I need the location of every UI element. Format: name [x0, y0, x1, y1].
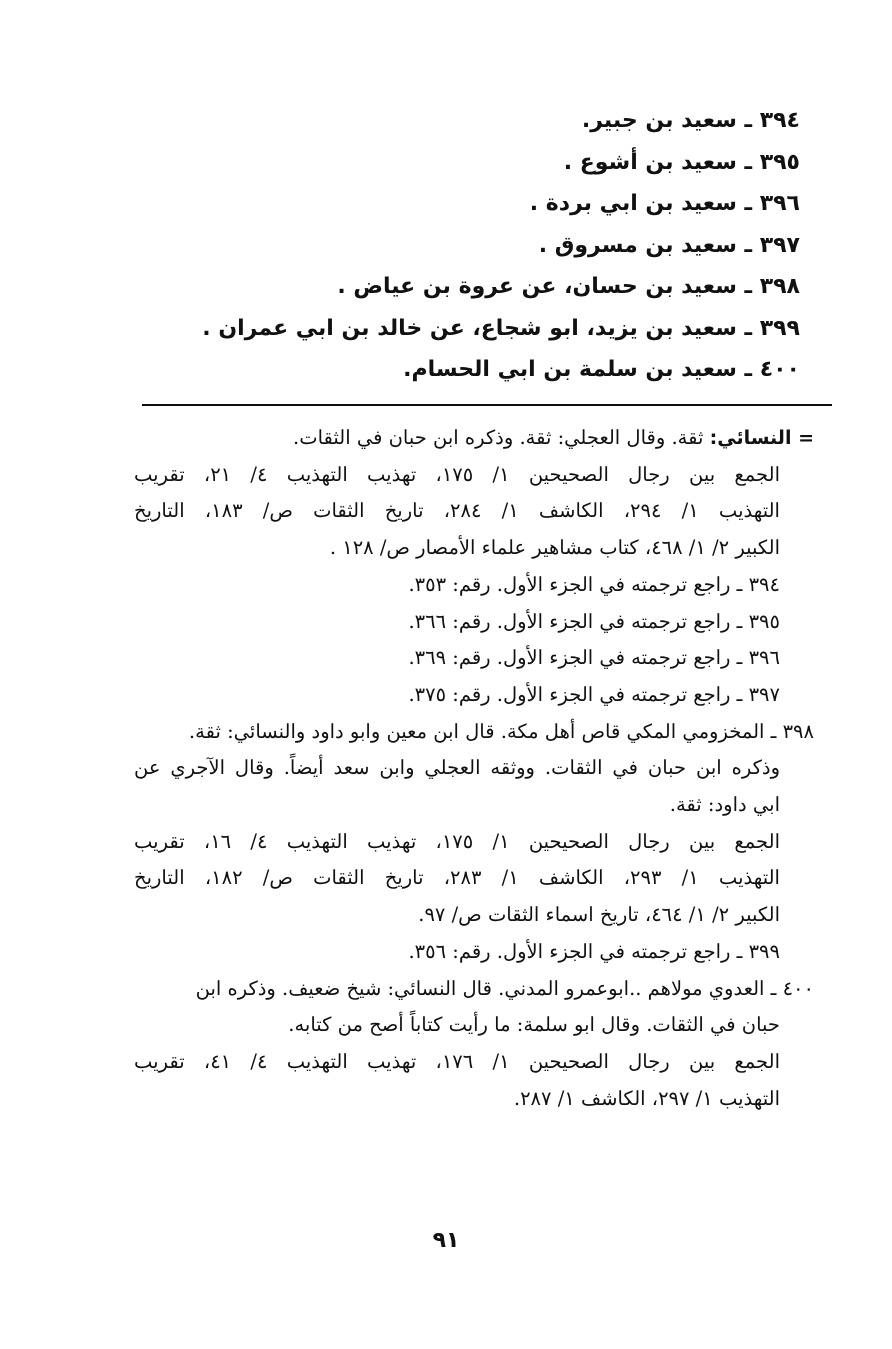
- footnotes: [134, 420, 814, 1117]
- entry-398: ٣٩٨ ـ سعيد بن حسان، عن عروة بن عياض .: [337, 274, 800, 299]
- footnote-396: [134, 640, 814, 677]
- footnote-394-text: ٣٩٤ ـ راجع ترجمته في الجزء الأول. رقم: ٣٥٣.: [408, 572, 780, 596]
- footnote-393-continued: [134, 420, 814, 457]
- footnote-393-line-2: الجمع بين رجال الصحيحين ١/ ١٧٥، تهذيب التهذيب ٤/ ٢١، تقريب: [134, 462, 780, 486]
- footnote-397: [134, 677, 814, 714]
- footnote-396-text: ٣٩٦ ـ راجع ترجمته في الجزء الأول. رقم: ٣٦٩.: [408, 646, 780, 670]
- entry-list: [140, 100, 800, 391]
- entry-394: ٣٩٤ ـ سعيد بن جبير.: [581, 108, 800, 133]
- entry-397: ٣٩٧ ـ سعيد بن مسروق .: [538, 232, 800, 258]
- footnote-divider: [142, 404, 832, 406]
- footnote-394: [134, 567, 814, 604]
- footnote-395: [134, 604, 814, 641]
- footnote-397-text: ٣٩٧ ـ راجع ترجمته في الجزء الأول. رقم: ٣٧٥.: [408, 682, 780, 706]
- footnote-398-line-6: الكبير ٢/ ١/ ٤٦٤، تاريخ اسماء الثقات ص/ ٩٧.: [418, 903, 780, 927]
- footnote-400-body: [134, 1007, 814, 1117]
- footnote-399: [134, 934, 814, 971]
- footnote-400-line-4: التهذيب ١/ ٢٩٧، الكاشف ١/ ٢٨٧.: [513, 1086, 780, 1110]
- footnote-400-line-2: حبان في الثقات. وقال ابو سلمة: ما رأيت كتاباً أصح من كتابه.: [288, 1013, 780, 1037]
- footnote-393-refs: [134, 457, 814, 567]
- footnote-399-text: ٣٩٩ ـ راجع ترجمته في الجزء الأول. رقم: ٣٥٦.: [408, 939, 780, 963]
- footnote-393-lead: = النسائي:: [709, 427, 814, 449]
- entry-399: ٣٩٩ ـ سعيد بن يزيد، ابو شجاع، عن خالد بن ابي عمران .: [202, 315, 800, 341]
- footnote-398-line-3: ابي داود: ثقة.: [669, 793, 780, 817]
- footnote-393-line-3: التهذيب ١/ ٢٩٤، الكاشف ١/ ٢٨٤، تاريخ الثقات ص/ ١٨٣، التاريخ: [134, 499, 780, 523]
- footnote-400: [134, 971, 814, 1008]
- footnote-398-first: ٣٩٨ ـ المخزومي المكي قاص أهل مكة. قال ابن معين وابو داود والنسائي: ثقة.: [188, 719, 814, 743]
- footnote-395-text: ٣٩٥ ـ راجع ترجمته في الجزء الأول. رقم: ٣٦٦.: [408, 609, 780, 633]
- footnote-398-line-4: الجمع بين رجال الصحيحين ١/ ١٧٥، تهذيب التهذيب ٤/ ١٦، تقريب: [134, 829, 780, 853]
- footnote-398: [134, 714, 814, 751]
- footnote-400-line-3: الجمع بين رجال الصحيحين ١/ ١٧٦، تهذيب التهذيب ٤/ ٤١، تقريب: [134, 1049, 780, 1073]
- footnote-398-line-5: التهذيب ١/ ٢٩٣، الكاشف ١/ ٢٨٣، تاريخ الثقات ص/ ١٨٢، التاريخ: [134, 866, 780, 890]
- entry-395: ٣٩٥ ـ سعيد بن أشوع .: [563, 149, 800, 175]
- footnote-393-line-4: الكبير ٢/ ١/ ٤٦٨، كتاب مشاهير علماء الأمصار ص/ ١٢٨ .: [329, 536, 780, 560]
- entry-396: ٣٩٦ ـ سعيد بن ابي بردة .: [529, 191, 800, 216]
- footnote-398-body: [134, 750, 814, 934]
- footnote-398-line-2: وذكره ابن حبان في الثقات. ووثقه العجلي وابن سعد أيضاً. وقال الآجري عن: [134, 756, 780, 780]
- page-number: ٩١: [432, 1228, 460, 1253]
- footnote-400-first: ٤٠٠ ـ العدوي مولاهم ..ابوعمرو المدني. قال النسائي: شيخ ضعيف. وذكره ابن: [195, 976, 814, 1000]
- footnote-393-line-1: ثقة. وقال العجلي: ثقة. وذكره ابن حبان في الثقات.: [293, 426, 704, 449]
- entry-400: ٤٠٠ ـ سعيد بن سلمة بن ابي الحسام.: [403, 357, 800, 382]
